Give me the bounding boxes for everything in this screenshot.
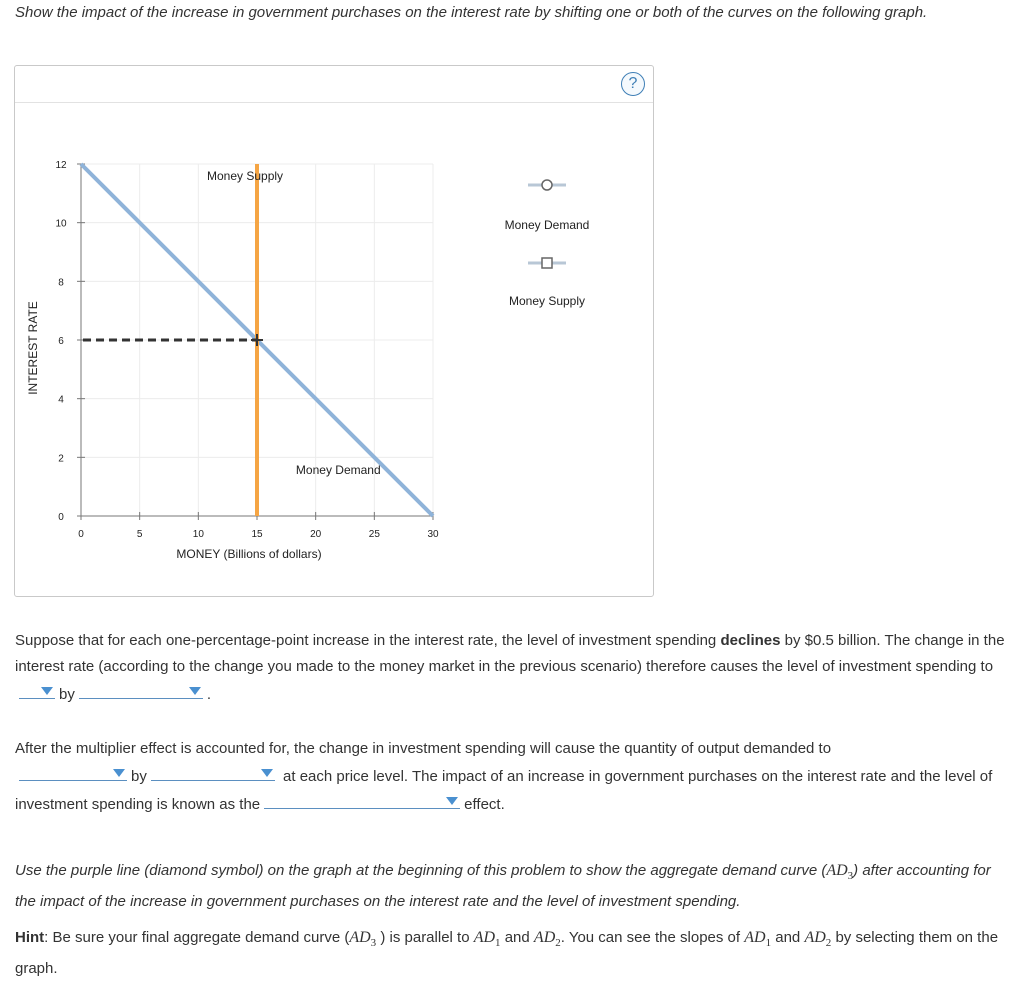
x-tick-label: 20	[310, 529, 322, 540]
y-tick-label: 8	[58, 277, 64, 289]
hint-text3: . You can see the slopes of	[560, 929, 741, 946]
x-tick-label: 10	[192, 529, 204, 540]
circle-icon	[542, 180, 552, 190]
y-tick-label: 0	[58, 512, 64, 523]
p1-bold-declines: declines	[720, 632, 781, 649]
p2-text2: at each price level. The impact of an increase in government purchases on the interest rate and the level of investment spending is known as the	[15, 768, 993, 813]
hint-text1: : Be sure your final aggregate demand curve (	[44, 929, 350, 946]
p1-by: by	[59, 686, 75, 703]
square-icon	[542, 258, 552, 268]
hint-paragraph	[15, 925, 1010, 982]
money-supply-curve-label: Money Supply	[207, 169, 284, 183]
p3-text1: Use the purple line (diamond symbol) on the graph at the beginning of this problem to show the aggregate demand curve (	[15, 862, 827, 879]
chart-ticks	[55, 160, 439, 540]
chevron-down-icon	[261, 769, 273, 777]
paragraph-ad3-instruction	[15, 858, 1010, 915]
p2-text1: After the multiplier effect is accounted for, the change in investment spending will cause the quantity of output demanded to	[15, 740, 832, 757]
investment-amount-dropdown[interactable]	[79, 680, 203, 699]
y-tick-label: 12	[55, 160, 67, 171]
y-axis-title: INTEREST RATE	[26, 301, 40, 395]
chevron-down-icon	[189, 687, 201, 695]
hint-text2: ) is parallel to	[380, 929, 470, 946]
y-tick-label: 6	[58, 336, 64, 347]
graph-panel	[14, 65, 654, 597]
effect-name-dropdown[interactable]	[264, 790, 460, 809]
chevron-down-icon	[446, 797, 458, 805]
chart-legend	[505, 180, 590, 308]
p1-text-b: by $0.5 billion. The change in the interest rate (according to the change you made to the money market in the previous scenario) therefore causes the level of investment spending to	[15, 632, 1005, 675]
chevron-down-icon	[41, 687, 53, 695]
output-direction-dropdown[interactable]	[19, 762, 127, 781]
paragraph-multiplier	[15, 736, 1010, 818]
x-tick-label: 30	[427, 529, 439, 540]
p2-text3: effect.	[464, 796, 505, 813]
hint-and: and	[504, 929, 530, 946]
legend-label-money-demand: Money Demand	[504, 218, 590, 232]
p1-text-a: Suppose that for each one-percentage-point increase in the interest rate, the level of investment spending	[15, 632, 721, 649]
paragraph-investment	[15, 628, 1010, 708]
chart-labels	[26, 169, 381, 561]
output-amount-dropdown[interactable]	[151, 762, 275, 781]
chevron-down-icon	[113, 769, 125, 777]
help-button[interactable]: ?	[621, 72, 645, 96]
money-market-chart	[15, 66, 653, 596]
investment-direction-dropdown[interactable]	[19, 680, 55, 699]
y-tick-label: 4	[58, 394, 64, 406]
hint-label: Hint	[15, 929, 45, 946]
ad2-symbol: $AD_2$	[533, 929, 561, 950]
ad1-symbol: $AD_1$	[744, 929, 772, 950]
x-axis-title: MONEY (Billions of dollars)	[176, 547, 322, 561]
p2-by: by	[131, 768, 147, 785]
x-tick-label: 25	[368, 529, 380, 540]
p3-text2: ) after accounting for the impact of the increase in government purchases on the interest rate and the level of investment spending.	[15, 862, 991, 911]
y-tick-label: 10	[55, 218, 67, 230]
x-tick-label: 5	[136, 529, 143, 540]
hint-text4: by selecting them on the graph.	[15, 929, 999, 978]
ad1-symbol: $AD_1$	[473, 929, 501, 950]
money-demand-curve-label: Money Demand	[295, 463, 381, 477]
x-tick-label: 15	[251, 529, 263, 540]
x-tick-label: 0	[78, 529, 84, 540]
ad3-symbol: $AD_3$	[826, 862, 854, 883]
ad2-symbol: $AD_2$	[804, 929, 832, 950]
instruction-text: Show the impact of the increase in government purchases on the interest rate by shifting one or both of the curves on the following graph.	[15, 4, 928, 21]
legend-label-money-supply: Money Supply	[508, 294, 586, 308]
p1-end: .	[206, 686, 212, 703]
ad3-symbol: $AD_3$	[349, 929, 377, 950]
y-tick-label: 2	[58, 453, 64, 465]
hint-and-2: and	[775, 929, 801, 946]
